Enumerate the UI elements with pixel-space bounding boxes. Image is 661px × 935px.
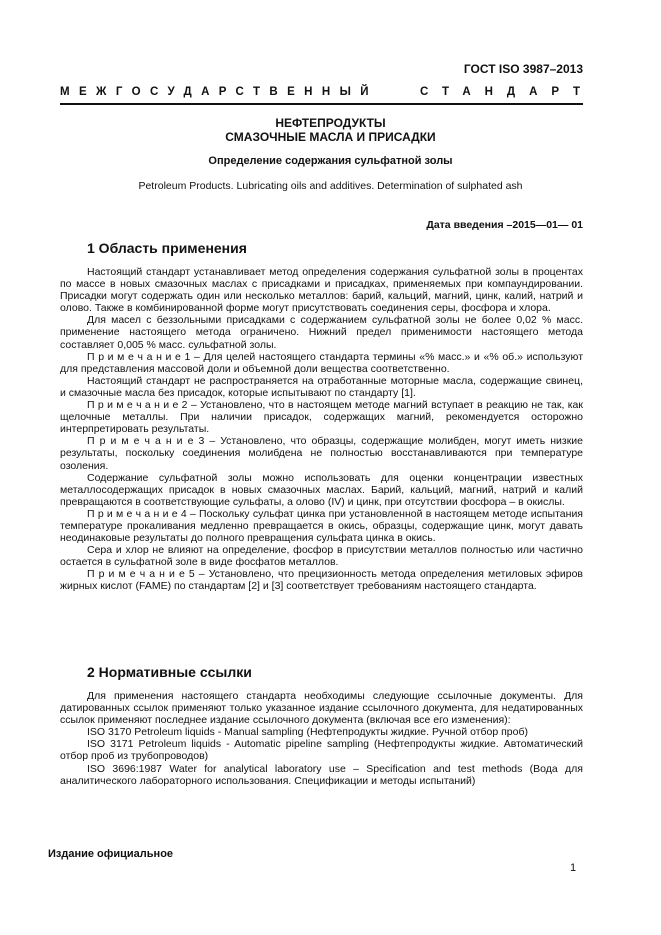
note-1: П р и м е ч а н и е 1 – Для целей настоящего стандарта термины «% масс.» и «% об.» используют для представления массовой доли и объемной доли вещества соответственно. (60, 350, 583, 375)
official-edition-label: Издание официальное (48, 848, 174, 860)
section-2-body (60, 690, 583, 787)
paragraph: Содержание сульфатной золы можно использовать для оценки концентрации известных металлосодержащих присадок в новых смазочных маслах. Барий, кальций, магний, натрий и калий превращаются в соответствующие сульфаты, а олово (IV) и цинк, при отсутствии фосфора – в окислы. (60, 471, 583, 508)
reference-item: ISO 3696:1987 Water for analytical laboratory use – Specification and test methods (Вода для аналитического лабораторного использования. Спецификации и методы испытаний) (60, 762, 583, 787)
title-line-2: СМАЗОЧНЫЕ МАСЛА И ПРИСАДКИ (225, 130, 436, 144)
note-2: П р и м е ч а н и е 2 – Установлено, что в настоящем методе магний вступает в реакцию не так, как щелочные металлы. При наличии присадок, содержащих магний, рекомендуется осторожно интерпретировать результаты. (60, 399, 583, 436)
page-number: 1 (570, 862, 577, 874)
document-code: ГОСТ ISO 3987–2013 (463, 62, 583, 76)
standard-banner (60, 86, 594, 105)
section-2-heading: 2 Нормативные ссылки (87, 664, 252, 680)
introduction-date: Дата введения –2015—01— 01 (426, 219, 583, 231)
standard-label-left: МЕЖГОСУДАРСТВЕННЫЙ (60, 86, 378, 98)
paragraph: Для применения настоящего стандарта необходимы следующие ссылочные документы. Для датированных ссылок применяют только указанное издание ссылочного документа, для недатированных ссылок применяют последнее издание ссылочного документа (включая все его изменения): (60, 690, 583, 727)
note-5: П р и м е ч а н и е 5 – Установлено, что прецизионность метода определения метиловых эфиров жирных кислот (FAME) по стандартам [2] и [3] соответствует требованиям настоящего стандарта. (60, 568, 583, 593)
paragraph: Сера и хлор не влияют на определение, фосфор в присутствии металлов полностью или частично остается в сульфатной золе в виде фосфатов металлов. (60, 544, 583, 569)
paragraph: Настоящий стандарт не распространяется на отработанные моторные масла, содержащие свинец, и смазочные масла без присадок, которые испытывают по стандарту [1]. (60, 374, 583, 399)
section-1-body (60, 266, 583, 593)
paragraph: Настоящий стандарт устанавливает метод определения содержания сульфатной золы в процентах по массе в новых смазочных маслах с присадками и присадках, применяемых при компаундировании. Присадки могут содержать один или несколько металлов: барий, кальций, магний, цинк, калий, натрий и олово. Также в комбинированной форме могут присутствовать соединения серы, фосфора и хлора. (60, 266, 583, 315)
note-3: П р и м е ч а н и е 3 – Установлено, что образцы, содержащие молибден, могут иметь низкие результаты, поскольку соединения молибдена не полностью восстанавливаются при температуре озоления. (60, 435, 583, 472)
subtitle: Определение содержания сульфатной золы (208, 155, 453, 167)
reference-item: ISO 3171 Petroleum liquids - Automatic pipeline sampling (Нефтепродукты жидкие. Автоматический отбор проб из трубопроводов) (60, 738, 583, 763)
title-line-1: НЕФТЕПРОДУКТЫ (275, 116, 386, 130)
reference-item: ISO 3170 Petroleum liquids - Manual sampling (Нефтепродукты жидкие. Ручной отбор проб) (87, 726, 528, 739)
english-title: Petroleum Products. Lubricating oils and additives. Determination of sulphated ash (138, 180, 523, 192)
standard-label-right: СТАНДАРТ (420, 86, 594, 98)
section-1-heading: 1 Область применения (87, 240, 247, 256)
paragraph: Для масел с беззольными присадками с содержанием сульфатной золы не более 0,02 % масс. применение настоящего метода ограничено. Нижний предел применимости настоящего метода составляет 0,005 % масс. сульфатной золы. (60, 314, 583, 351)
note-4: П р и м е ч а н и е 4 – Поскольку сульфат цинка при установленной в настоящем методе испытания температуре прокаливания медленно превращается в окись, образцы, содержащие цинк, могут давать неодинаковые результаты до полного превращения сульфата цинка в окись. (60, 507, 583, 545)
